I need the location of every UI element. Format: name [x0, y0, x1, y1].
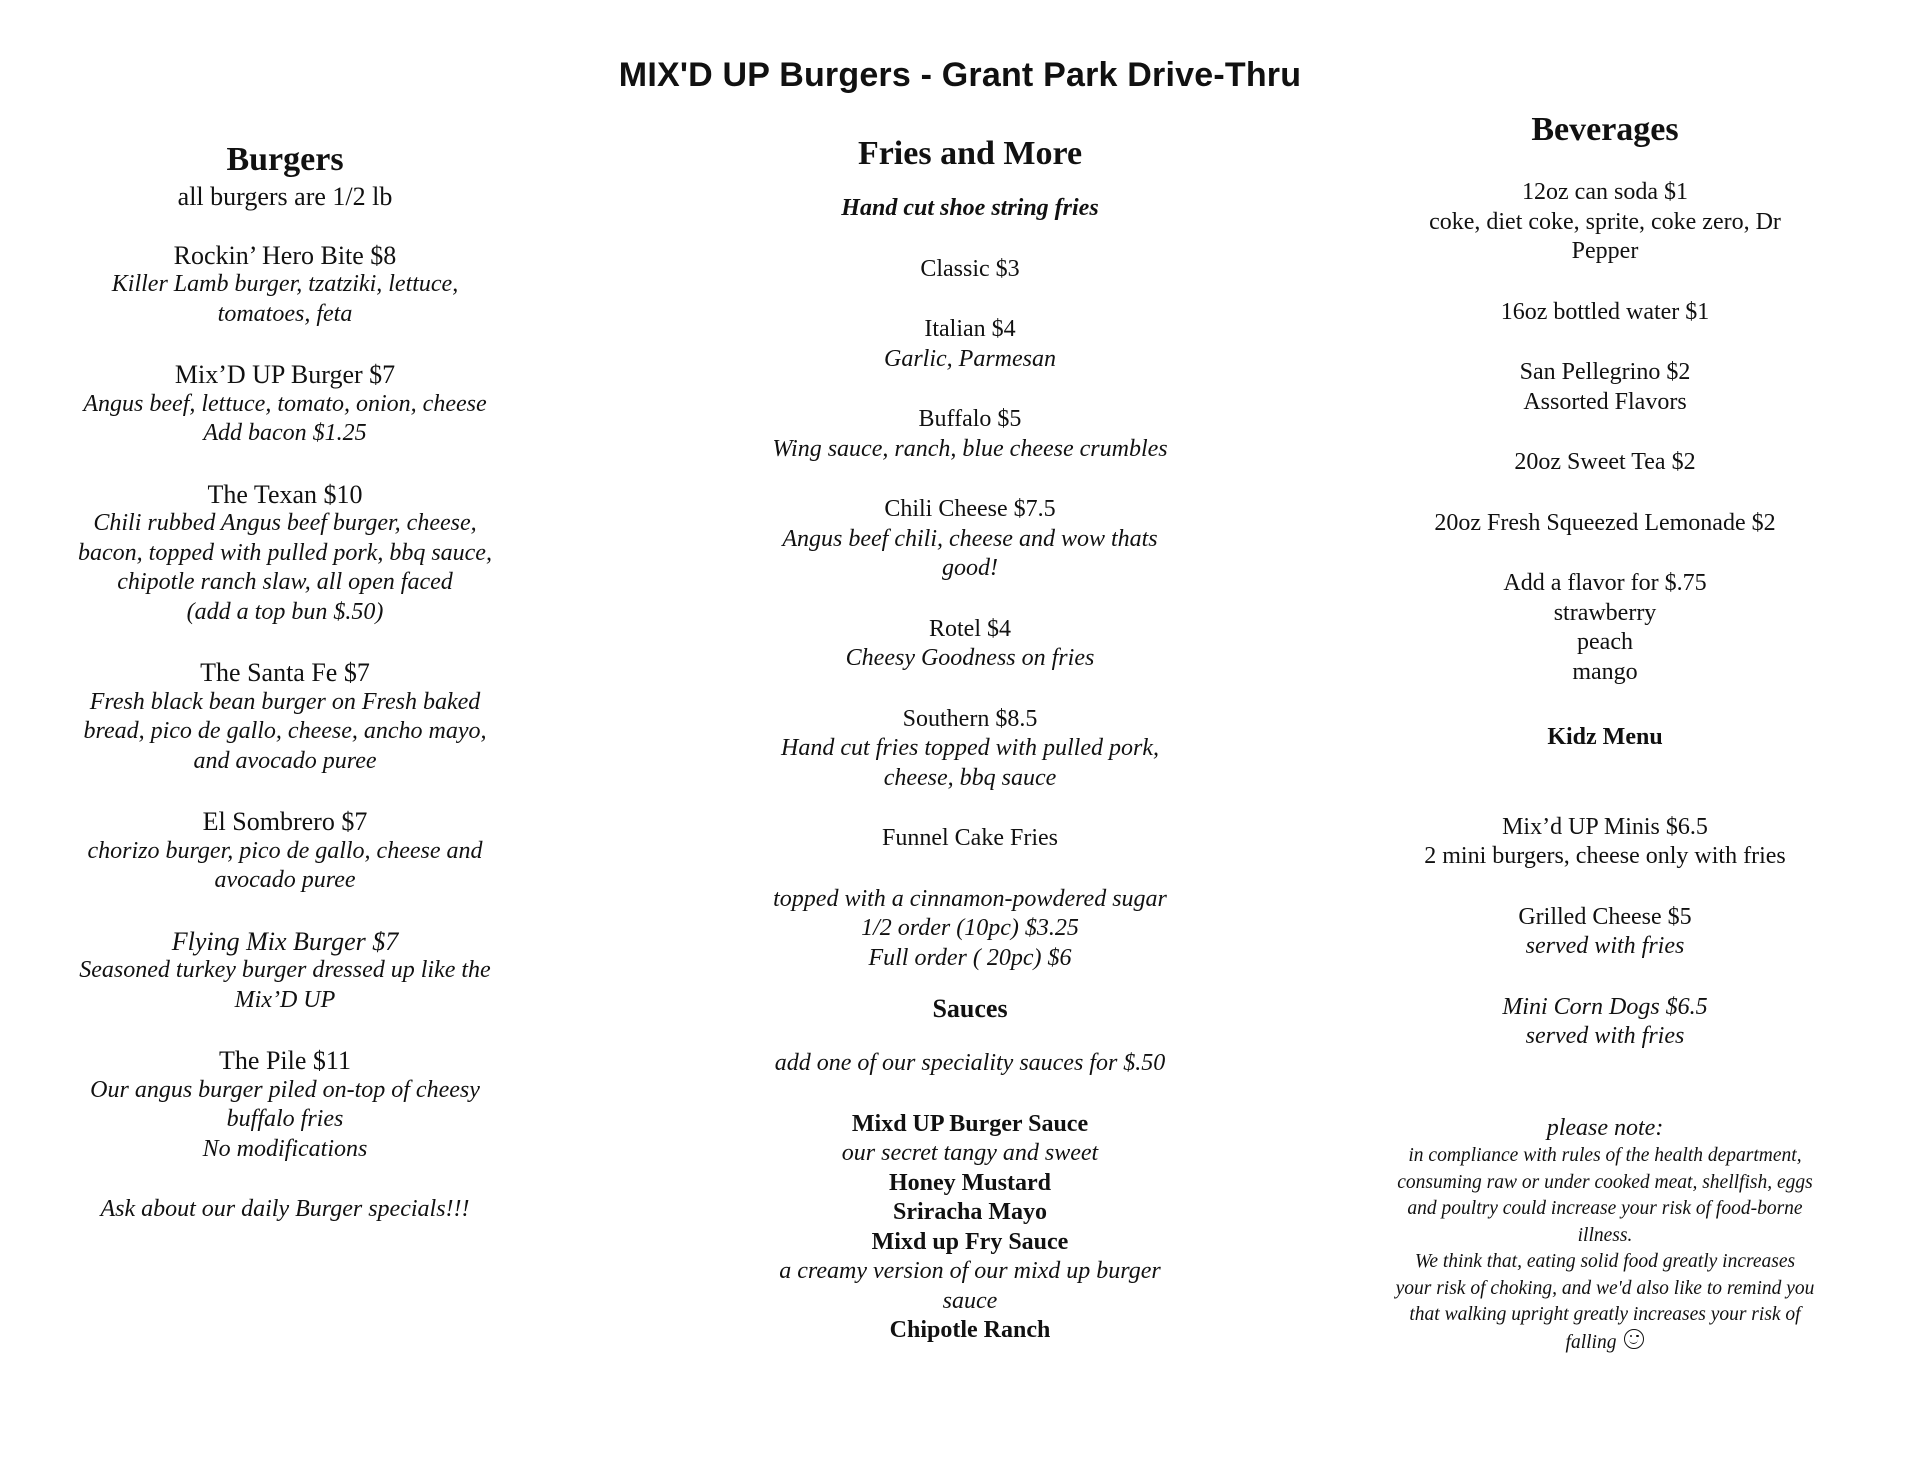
burgers-subheading: all burgers are 1/2 lb [177, 182, 393, 211]
item-desc: Garlic, Parmesan [884, 345, 1056, 372]
item-desc: chorizo burger, pico de gallo, cheese and [87, 837, 483, 864]
menu-item [40, 658, 530, 776]
menu-item [40, 807, 530, 896]
sauce-name: Chipotle Ranch [889, 1317, 1051, 1343]
sauces-intro: add one of our speciality sauces for $.50 [774, 1050, 1166, 1076]
note-line-last [1360, 1329, 1850, 1357]
menu-item [730, 315, 1210, 374]
item-desc: Assorted Flavors [1523, 388, 1687, 415]
health-note [1360, 1114, 1850, 1357]
note-line: falling [1565, 1331, 1617, 1353]
note-line: your risk of choking, and we'd also like to remind you [1395, 1277, 1815, 1299]
item-desc: Killer Lamb burger, tzatziki, lettuce, [111, 271, 459, 297]
note-heading: please note: [1546, 1114, 1664, 1141]
item-desc: Cheesy Goodness on fries [845, 645, 1095, 671]
menu-item [1360, 178, 1850, 267]
menu-item [40, 241, 530, 330]
item-desc: and avocado puree [193, 747, 377, 774]
sauce-name: Sriracha Mayo [893, 1199, 1047, 1225]
note-line: in compliance with rules of the health department, [1408, 1145, 1802, 1166]
menu-item [730, 705, 1210, 794]
sauce-desc: a creamy version of our mixd up burger [779, 1258, 1161, 1284]
menu-item [1360, 509, 1850, 539]
item-desc: Seasoned turkey burger dressed up like the [79, 957, 491, 983]
menu-item [40, 927, 530, 1016]
item-desc: 2 mini burgers, cheese only with fries [1424, 843, 1786, 869]
item-desc: Our angus burger piled on-top of cheesy [90, 1076, 480, 1103]
sauce-name: Mixd up Fry Sauce [871, 1228, 1069, 1255]
item-name: 20oz Sweet Tea $2 [1514, 449, 1696, 475]
item-desc: Full order ( 20pc) $6 [868, 944, 1072, 971]
item-desc: topped with a cinnamon-powdered sugar [773, 885, 1167, 912]
menu-item [730, 615, 1210, 674]
note-line: illness. [1577, 1224, 1633, 1246]
item-desc: Angus beef chili, cheese and wow thats [782, 525, 1158, 552]
smiley-face-icon [1624, 1329, 1644, 1349]
kidz-menu-heading: Kidz Menu [1547, 724, 1663, 750]
beverages-column [1360, 108, 1850, 1356]
item-desc: tomatoes, feta [217, 300, 353, 327]
item-name: The Texan $10 [207, 479, 363, 509]
item-desc: 1/2 order (10pc) $3.25 [861, 915, 1079, 941]
menu-item [1360, 358, 1850, 417]
burgers-column [40, 138, 530, 1225]
menu-item [1360, 448, 1850, 478]
item-desc: Add bacon $1.25 [203, 420, 367, 446]
item-desc: cheese, bbq sauce [883, 764, 1057, 791]
beverages-heading: Beverages [1531, 111, 1679, 148]
item-desc: Pepper [1571, 238, 1639, 264]
item-name: 16oz bottled water $1 [1500, 298, 1710, 325]
item-desc: Angus beef, lettuce, tomato, onion, cheese [83, 390, 487, 417]
item-desc: (add a top bun $.50) [186, 598, 384, 625]
item-desc: good! [942, 555, 998, 581]
item-name: El Sombrero $7 [202, 807, 368, 836]
sauce-name: Mixd UP Burger Sauce [851, 1110, 1089, 1137]
fries-heading: Fries and More [857, 135, 1083, 172]
item-name: Chili Cheese $7.5 [884, 496, 1056, 522]
note-line: consuming raw or under cooked meat, shellfish, eggs [1397, 1171, 1813, 1193]
menu-item [40, 1046, 530, 1164]
item-desc: mango [1572, 658, 1638, 685]
menu-item [1360, 298, 1850, 328]
menu-item [730, 824, 1210, 973]
item-desc: strawberry [1553, 599, 1657, 626]
menu-item [730, 495, 1210, 584]
sauce-desc: sauce [942, 1287, 998, 1314]
item-desc: Hand cut fries topped with pulled pork, [781, 735, 1159, 761]
item-desc: Wing sauce, ranch, blue cheese crumbles [772, 435, 1168, 462]
menu-item [1360, 813, 1850, 872]
item-name: 20oz Fresh Squeezed Lemonade $2 [1434, 509, 1776, 536]
item-desc: Fresh black bean burger on Fresh baked [89, 688, 481, 715]
menu-item [730, 405, 1210, 464]
menu-item [40, 360, 530, 449]
item-name: Buffalo $5 [918, 406, 1022, 432]
sauces-heading: Sauces [932, 994, 1008, 1023]
menu-item [1360, 903, 1850, 962]
page-title: MIX'D UP Burgers - Grant Park Drive-Thru [618, 56, 1302, 94]
item-desc: Mix’D UP [234, 986, 336, 1013]
item-name: Southern $8.5 [902, 705, 1038, 732]
item-name: 12oz can soda $1 [1522, 179, 1688, 205]
menu-item [1360, 993, 1850, 1052]
menu-item [730, 255, 1210, 285]
fries-subheading: Hand cut shoe string fries [841, 195, 1099, 221]
item-name: Grilled Cheese $5 [1518, 903, 1692, 930]
item-desc: avocado puree [214, 867, 356, 893]
sauce-desc: our secret tangy and sweet [841, 1140, 1099, 1166]
item-name: Classic $3 [920, 255, 1020, 282]
item-name: The Santa Fe $7 [200, 658, 370, 687]
menu-item [1360, 569, 1850, 687]
item-name: Mini Corn Dogs $6.5 [1502, 993, 1708, 1020]
item-desc: No modifications [202, 1135, 368, 1162]
item-name: Italian $4 [924, 316, 1016, 342]
item-name: Mix’D UP Burger $7 [174, 360, 396, 389]
item-name: Flying Mix Burger $7 [171, 926, 399, 956]
item-desc: served with fries [1525, 1023, 1685, 1049]
note-line: that walking upright greatly increases your risk of [1409, 1304, 1801, 1325]
item-name: Funnel Cake Fries [882, 825, 1058, 851]
item-name: Add a flavor for $.75 [1503, 570, 1707, 596]
item-desc: served with fries [1525, 933, 1685, 959]
item-desc: peach [1577, 629, 1633, 655]
sauce-name: Honey Mustard [889, 1169, 1051, 1196]
burgers-specials-note: Ask about our daily Burger specials!!! [100, 1196, 470, 1222]
item-desc: bread, pico de gallo, cheese, ancho mayo, [83, 718, 487, 744]
item-desc: bacon, topped with pulled pork, bbq sauce, [78, 539, 492, 566]
menu-item [40, 480, 530, 628]
item-name: Rockin’ Hero Bite $8 [173, 240, 397, 270]
item-name: Mix’d UP Minis $6.5 [1502, 813, 1708, 840]
item-desc: Chili rubbed Angus beef burger, cheese, [93, 510, 477, 536]
fries-column [730, 132, 1210, 1346]
item-name: San Pellegrino $2 [1519, 359, 1691, 385]
note-line: and poultry could increase your risk of food-borne [1407, 1198, 1803, 1219]
note-line: We think that, eating solid food greatly increases [1414, 1251, 1796, 1272]
item-name: Rotel $4 [929, 615, 1011, 642]
item-name: The Pile $11 [219, 1046, 351, 1075]
item-desc: buffalo fries [226, 1106, 344, 1132]
burgers-heading: Burgers [226, 141, 344, 178]
item-desc: coke, diet coke, sprite, coke zero, Dr [1429, 208, 1781, 235]
item-desc: chipotle ranch slaw, all open faced [117, 569, 453, 595]
